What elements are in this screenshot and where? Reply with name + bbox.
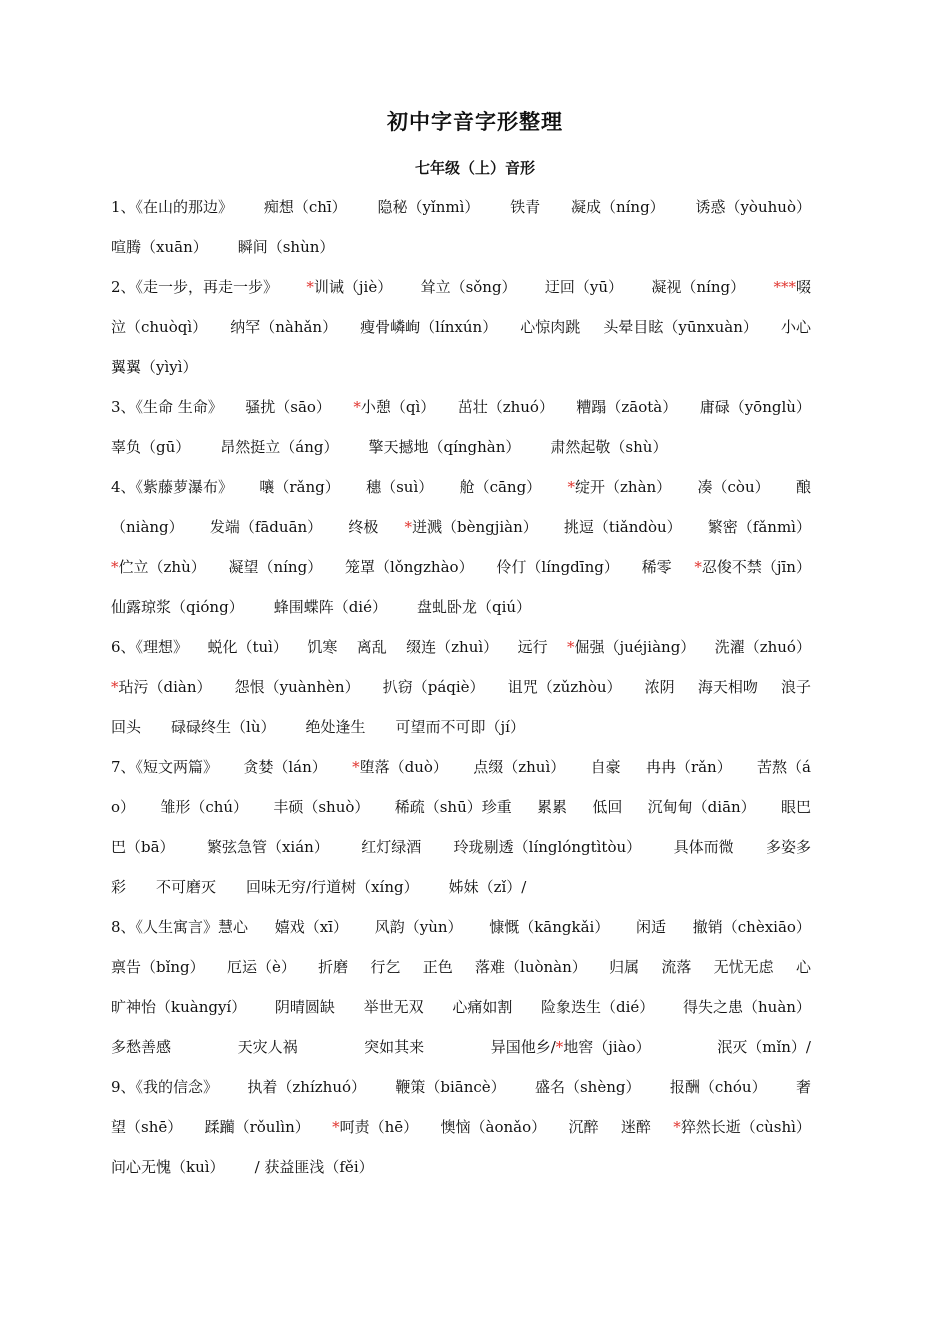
vocab-entry: 铁青 [510,198,541,216]
vocab-entry: 沉甸甸（diān） [647,798,756,816]
vocab-entry: 姊妹（zǐ）/ [448,878,527,896]
vocab-entry: 挑逗（tiǎndòu） [563,518,682,536]
vocab-line [111,592,811,632]
vocab-entry: 彩 [111,878,127,896]
vocab-line [111,232,811,272]
vocab-entry: 3、《生命 生命》 [111,398,223,416]
vocab-entry: 碌碌终生（lù） [171,718,276,736]
vocab-entry: 具体而微 [673,838,734,856]
vocab-entry: 离乱 [356,638,387,656]
vocab-entry: 落难（luònàn） [475,958,587,976]
vocab-line [111,952,811,992]
vocab-entry: 迷醉 [620,1118,651,1136]
vocab-entry: 耸立（sǒng） [420,278,517,296]
vocab-entry: 险象迭生（dié） [541,998,655,1016]
vocab-entry: 擎天撼地（qínghàn） [368,438,521,456]
vocab-entry: 7、《短文两篇》 [111,758,219,776]
vocab-entry: 蹂躏（rǒulìn） [204,1118,310,1136]
vocab-entry: 凝望（níng） [228,558,323,576]
vocab-entry: 隐秘（yǐnmì） [377,198,480,216]
vocab-entry: 酿 [795,478,811,496]
vocab-entry: 旷神怡（kuàngyí） [111,998,247,1016]
vocab-entry: 点缀（zhuì） [473,758,566,776]
vocab-entry: ***啜 [773,278,811,296]
vocab-entry: 凑（còu） [697,478,770,496]
vocab-entry: 稀疏（shū）珍重 [394,798,512,816]
vocab-line [111,512,811,552]
vocab-entry: 执着（zhízhuó） [247,1078,367,1096]
vocab-entry: 6、《理想》 [111,638,189,656]
page-title: 初中字音字形整理 [387,109,563,134]
vocab-line [111,992,811,1032]
vocab-entry: 自豪 [590,758,621,776]
vocab-entry: 繁弦急管（xián） [206,838,329,856]
vocab-entry: 风韵（yùn） [374,918,463,936]
vocab-entry: *猝然长逝（cùshì） [673,1118,811,1136]
vocab-line [111,1072,811,1112]
vocab-entry: 流落 [661,958,692,976]
vocab-entry: 绝处逢生 [305,718,366,736]
vocab-line [111,632,811,672]
vocab-entry: 玲珑剔透（línglóngtìtòu） [453,838,642,856]
vocab-entry: 红灯绿酒 [361,838,422,856]
vocab-entry: / 获益匪浅（fěi） [254,1158,374,1176]
vocab-entry: 无忧无虑 [713,958,774,976]
vocab-entry: 低回 [592,798,623,816]
vocab-entry: 辜负（gū） [111,438,191,456]
vocab-entry: 2、《走一步，再走一步》 [111,278,279,296]
vocab-entry: 茁壮（zhuó） [457,398,554,416]
vocab-entry: 望（shē） [111,1118,183,1136]
vocab-entry: 庸碌（yōnglù） [699,398,811,416]
vocab-entry: 回味无穷/行道树（xíng） [246,878,419,896]
vocab-entry: *绽开（zhàn） [567,478,672,496]
vocab-entry: *呵责（hē） [332,1118,419,1136]
vocab-entry: 发端（fāduān） [209,518,323,536]
vocab-entry: 举世无双 [363,998,424,1016]
vocab-entry: 问心无愧（kuì） [111,1158,225,1176]
vocab-line [111,1152,811,1192]
section-subtitle: 七年级（上）音形 [414,159,535,177]
vocab-entry: 禀告（bǐng） [111,958,205,976]
vocab-entry: 1、《在山的那边》 [111,198,234,216]
vocab-entry: 盘虬卧龙（qiú） [416,598,532,616]
vocab-entry: 阴晴圆缺 [274,998,335,1016]
vocab-entry: 洗濯（zhuó） [714,638,811,656]
vocab-entry: 浓阴 [644,678,675,696]
vocab-entry: 糟蹋（zāotà） [576,398,678,416]
vocab-entry: 舱（cāng） [459,478,542,496]
vocab-entry: 怨恨（yuànhèn） [234,678,360,696]
vocab-line [111,712,811,752]
vocab-entry: 伶仃（língdīng） [496,558,619,576]
vocab-entry: 泯灭（mǐn）/ [717,1038,811,1056]
vocab-entry: *迸溅（bèngjiàn） [404,518,538,536]
vocab-entry: 肃然起敬（shù） [550,438,668,456]
vocab-entry: 心惊肉跳 [520,318,581,336]
vocab-entry: 远行 [517,638,548,656]
vocab-entry: 不可磨灭 [156,878,217,896]
vocab-entry: 4、《紫藤萝瀑布》 [111,478,234,496]
vocab-entry: 心 [795,958,811,976]
vocab-entry: 冉冉（rǎn） [645,758,732,776]
vocab-entry: 得失之患（huàn） [683,998,811,1016]
vocab-entry: 眼巴 [780,798,811,816]
vocab-entry: 8、《人生寓言》慧心 [111,918,249,936]
vocab-entry: o） [111,798,136,816]
vocab-entry: 纳罕（nàhǎn） [230,318,338,336]
vocab-line [111,312,811,352]
vocab-entry: 贪婪（lán） [243,758,327,776]
vocab-entry: 多愁善感 [111,1038,172,1056]
vocab-entry: 翼翼（yìyì） [111,358,198,376]
vocab-entry: 稀零 [641,558,672,576]
vocab-entry: 心痛如割 [452,998,513,1016]
vocab-line [111,272,811,312]
vocab-line [111,432,811,472]
vocabulary-body [111,192,811,1192]
vocab-line [111,472,811,512]
vocab-entry: 折磨 [318,958,349,976]
vocab-entry: *伫立（zhù） [111,558,206,576]
vocab-entry: 雏形（chú） [160,798,249,816]
vocab-entry: 归属 [609,958,640,976]
vocab-entry: *训诫（jiè） [306,278,393,296]
vocab-entry: 瞬间（shùn） [237,238,335,256]
vocab-entry: 厄运（è） [226,958,296,976]
vocab-entry: 痴想（chī） [263,198,347,216]
vocab-entry: 撤销（chèxiāo） [692,918,811,936]
vocab-entry: 缀连（zhuì） [406,638,499,656]
vocab-entry: 懊恼（àonǎo） [440,1118,547,1136]
vocab-line [111,672,811,712]
vocab-entry: 穗（suì） [366,478,434,496]
vocab-entry: 奢 [795,1078,811,1096]
vocab-line [111,912,811,952]
vocab-entry: （niàng） [111,518,184,536]
vocab-entry: 仙露琼浆（qióng） [111,598,244,616]
vocab-entry: 累累 [537,798,568,816]
vocab-entry: 蜕化（tuì） [207,638,288,656]
vocab-entry: *小憩（qì） [353,398,436,416]
vocab-entry: 行乞 [370,958,401,976]
vocab-entry: *倔强（juéjiàng） [566,638,696,656]
vocab-entry: 突如其来 [364,1038,425,1056]
vocab-entry: 凝视（níng） [651,278,746,296]
vocab-entry: 可望而不可即（jí） [395,718,525,736]
vocab-entry: 嚷（rǎng） [259,478,340,496]
vocab-line [111,352,811,392]
vocab-line [111,1112,811,1152]
vocab-line [111,752,811,792]
vocab-entry: 瘦骨嶙峋（línxún） [360,318,498,336]
vocab-entry: 慷慨（kāngkǎi） [489,918,610,936]
vocab-entry: 嬉戏（xī） [274,918,349,936]
vocab-entry: 扒窃（páqiè） [382,678,485,696]
vocab-line [111,792,811,832]
vocab-entry: 鞭策（biāncè） [395,1078,506,1096]
vocab-entry: 闲适 [636,918,667,936]
vocab-entry: 喧腾（xuān） [111,238,208,256]
vocab-entry: 笼罩（lǒngzhào） [344,558,474,576]
vocab-line [111,192,811,232]
vocab-entry: *忍俊不禁（jīn） [694,558,811,576]
vocab-entry: 丰硕（shuò） [273,798,370,816]
vocab-entry: 骚扰（sāo） [245,398,331,416]
vocab-entry: 9、《我的信念》 [111,1078,219,1096]
vocab-line [111,552,811,592]
vocab-entry: 繁密（fǎnmì） [707,518,811,536]
vocab-line [111,832,811,872]
vocab-entry: 回头 [111,718,142,736]
vocab-entry: 浪子 [780,678,811,696]
vocab-entry: 沉醉 [568,1118,599,1136]
vocab-entry: 正色 [422,958,453,976]
vocab-entry: 蜂围蝶阵（dié） [273,598,387,616]
vocab-entry: 苦熬（á [757,758,811,776]
vocab-entry: 泣（chuòqì） [111,318,208,336]
vocab-line [111,1032,811,1072]
vocab-entry: 报酬（chóu） [669,1078,767,1096]
vocab-entry: *玷污（diàn） [111,678,212,696]
vocab-entry: 巴（bā） [111,838,175,856]
vocab-entry: 天灾人祸 [237,1038,298,1056]
vocab-entry: 昂然挺立（áng） [220,438,339,456]
vocab-entry: 终极 [348,518,379,536]
vocab-line [111,872,811,912]
vocab-entry: 头晕目眩（yūnxuàn） [603,318,758,336]
vocab-entry: 盛名（shèng） [534,1078,641,1096]
vocab-entry: 诱惑（yòuhuò） [695,198,811,216]
vocab-entry: 迂回（yū） [544,278,624,296]
vocab-entry: *堕落（duò） [352,758,448,776]
vocab-entry: 凝成（níng） [570,198,665,216]
vocab-line [111,392,811,432]
vocab-entry: 饥寒 [307,638,338,656]
vocab-entry: 小心 [780,318,811,336]
vocab-entry: 诅咒（zǔzhòu） [507,678,622,696]
vocab-entry: 多姿多 [765,838,811,856]
vocab-entry: 海天相吻 [697,678,758,696]
vocab-entry: 异国他乡/*地窖（jiào） [490,1038,651,1056]
